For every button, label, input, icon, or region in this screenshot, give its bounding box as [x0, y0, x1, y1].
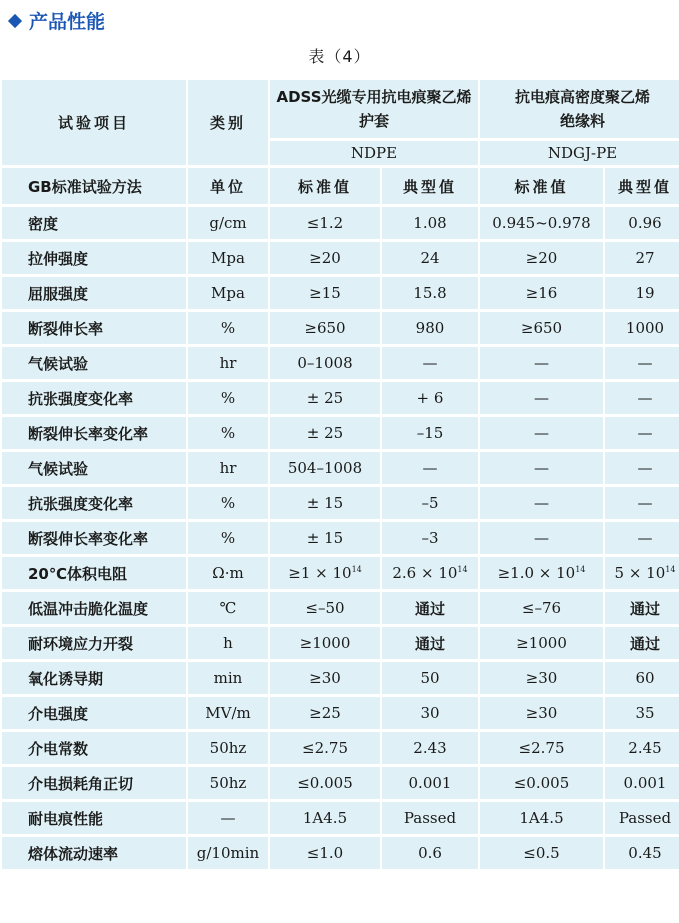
cell-std1: [270, 417, 380, 449]
cell-typ2-text: Passed: [618, 809, 672, 827]
table-row: [2, 382, 679, 414]
cell-std2-text: ≥30: [525, 669, 558, 687]
cell-typ2: [605, 802, 679, 834]
cell-unit: [188, 557, 268, 589]
cell-typ1: [382, 312, 478, 344]
cell-std2: [480, 347, 603, 379]
table-row: [2, 697, 679, 729]
cell-typ1: [382, 662, 478, 694]
cell-item: [2, 767, 186, 799]
cell-std2: [480, 662, 603, 694]
cell-unit-text: g/cm: [209, 214, 247, 232]
cell-std2-text: ≤–76: [521, 599, 562, 617]
cell-item-text: 断裂伸长率变化率: [28, 424, 149, 443]
cell-typ2-text: 27: [635, 249, 655, 267]
cell-typ2: [605, 627, 679, 659]
properties-table-wrapper: [0, 77, 679, 872]
cell-typ2: [605, 312, 679, 344]
cell-unit-text: hr: [219, 354, 237, 372]
cell-std2: [480, 312, 603, 344]
cell-typ2-text: 1000: [625, 319, 665, 337]
cell-item-text: 抗张强度变化率: [28, 389, 134, 408]
cell-std1-text: ± 25: [306, 424, 344, 442]
cell-item-text: 气候试验: [28, 354, 89, 373]
cell-typ2: [605, 382, 679, 414]
cell-item-text: 氧化诱导期: [28, 669, 104, 688]
cell-typ1: [382, 592, 478, 624]
cell-std2: [480, 837, 603, 869]
diamond-icon: [8, 13, 22, 27]
cell-typ1: [382, 557, 478, 589]
cell-item-text: 熔体流动速率: [28, 844, 119, 863]
cell-typ1-text: 0.001: [408, 774, 452, 792]
header-group2-code: NDGJ-PE: [480, 141, 679, 165]
table-row: [2, 207, 679, 239]
header-typ1: 典型值: [382, 168, 478, 204]
cell-std1-text: ≥1000: [299, 634, 351, 652]
table-row: [2, 242, 679, 274]
cell-typ1-text: 24: [420, 249, 440, 267]
cell-unit-text: ℃: [219, 599, 237, 617]
cell-std1: [270, 837, 380, 869]
cell-std2-text: —: [534, 459, 549, 477]
table-row: [2, 627, 679, 659]
cell-typ1: [382, 802, 478, 834]
cell-typ2: [605, 592, 679, 624]
table-row: [2, 522, 679, 554]
cell-unit: [188, 382, 268, 414]
cell-std1-text: ≤0.005: [297, 774, 353, 792]
cell-std1-text: ≤1.0: [306, 844, 344, 862]
cell-std1: [270, 802, 380, 834]
header-method: GB标准试验方法: [2, 168, 186, 204]
cell-typ1-text: 0.6: [418, 844, 442, 862]
cell-typ1-text: 通过: [414, 634, 445, 653]
cell-std1-text: 0–1008: [297, 354, 353, 372]
cell-unit: [188, 242, 268, 274]
table-caption: 表（4）: [308, 47, 371, 66]
section-title: 产品性能: [29, 11, 106, 33]
cell-item: [2, 312, 186, 344]
cell-typ1-text: 30: [420, 704, 440, 722]
cell-typ2-text: 0.45: [628, 844, 662, 862]
cell-item: [2, 347, 186, 379]
cell-unit-text: h: [223, 634, 233, 652]
header-row-3: [2, 168, 679, 204]
cell-unit-text: —: [220, 809, 236, 827]
cell-std1: [270, 557, 380, 589]
cell-std2-text: —: [534, 389, 549, 407]
cell-item-text: 介电常数: [28, 739, 89, 758]
cell-typ1: [382, 207, 478, 239]
cell-typ1-text: 2.43: [413, 739, 447, 757]
cell-std1: [270, 592, 380, 624]
cell-typ1: [382, 382, 478, 414]
cell-typ2: [605, 452, 679, 484]
cell-item-text: 断裂伸长率: [28, 319, 104, 338]
cell-std2-text: ≥1.0 × 10: [497, 564, 576, 582]
table-row: [2, 732, 679, 764]
header-category: 类别: [188, 80, 268, 165]
cell-std2: [480, 697, 603, 729]
cell-std2-exponent: 14: [575, 565, 586, 574]
cell-item: [2, 627, 186, 659]
cell-item: [2, 662, 186, 694]
cell-unit-text: min: [213, 669, 243, 687]
table-row: [2, 767, 679, 799]
cell-typ2: [605, 347, 679, 379]
cell-std1-text: ± 25: [306, 389, 344, 407]
cell-unit: [188, 347, 268, 379]
cell-unit: [188, 417, 268, 449]
cell-item: [2, 697, 186, 729]
cell-unit: [188, 592, 268, 624]
cell-unit-text: Ω·m: [212, 564, 244, 582]
cell-typ2-text: 通过: [630, 599, 661, 618]
cell-std1-text: 504–1008: [287, 459, 363, 477]
cell-typ2-exponent: 14: [665, 565, 676, 574]
cell-std1: [270, 347, 380, 379]
cell-std2: [480, 207, 603, 239]
cell-typ2: [605, 557, 679, 589]
cell-unit-text: hr: [219, 459, 237, 477]
cell-std2-text: —: [534, 354, 549, 372]
cell-typ1-text: 980: [415, 319, 445, 337]
cell-std2: [480, 767, 603, 799]
cell-item: [2, 802, 186, 834]
cell-std2: [480, 557, 603, 589]
cell-unit-text: %: [220, 494, 236, 512]
cell-typ2-text: 通过: [630, 634, 661, 653]
cell-unit: [188, 767, 268, 799]
cell-std2-text: —: [534, 529, 549, 547]
cell-std2: [480, 487, 603, 519]
cell-std1-exponent: 14: [351, 565, 362, 574]
cell-typ2-text: —: [637, 494, 653, 512]
cell-typ1: [382, 627, 478, 659]
cell-typ2-text: —: [637, 424, 653, 442]
cell-unit-text: Mpa: [211, 249, 245, 267]
table-row: [2, 487, 679, 519]
cell-item: [2, 242, 186, 274]
cell-item-text: 拉伸强度: [28, 249, 89, 268]
cell-unit-text: %: [220, 424, 236, 442]
cell-item-text: 密度: [28, 214, 59, 233]
cell-item-text: 屈服强度: [28, 284, 89, 303]
cell-unit: [188, 277, 268, 309]
cell-unit-text: %: [220, 389, 236, 407]
cell-typ1-text: 2.6 × 10: [392, 564, 458, 582]
cell-std2-text: ≤0.5: [523, 844, 560, 862]
cell-std2-text: ≤0.005: [513, 774, 570, 792]
cell-item: [2, 487, 186, 519]
cell-std1: [270, 662, 380, 694]
cell-std1: [270, 382, 380, 414]
cell-item-text: 断裂伸长率变化率: [28, 529, 149, 548]
cell-item: [2, 452, 186, 484]
cell-item: [2, 592, 186, 624]
cell-typ1-exponent: 14: [457, 565, 468, 574]
cell-typ1-text: 15.8: [413, 284, 447, 302]
cell-std1: [270, 767, 380, 799]
cell-unit: [188, 522, 268, 554]
cell-typ2-text: 0.96: [628, 214, 662, 232]
cell-item: [2, 277, 186, 309]
cell-std1: [270, 487, 380, 519]
cell-item-text: 耐电痕性能: [28, 809, 104, 828]
cell-std2: [480, 522, 603, 554]
header-group2-name: 抗电痕高密度聚乙烯绝缘料: [480, 80, 679, 138]
cell-unit: [188, 732, 268, 764]
cell-typ2-text: 19: [635, 284, 655, 302]
cell-typ1: [382, 417, 478, 449]
cell-typ1: [382, 522, 478, 554]
cell-typ1: [382, 487, 478, 519]
header-row-1: [2, 80, 679, 138]
cell-std2: [480, 627, 603, 659]
cell-typ1-text: 1.08: [413, 214, 447, 232]
header-std2: 标准值: [480, 168, 603, 204]
cell-unit-text: %: [220, 319, 236, 337]
cell-item-text: 介电强度: [28, 704, 89, 723]
cell-unit: [188, 697, 268, 729]
table-row: [2, 277, 679, 309]
cell-item-text: 低温冲击脆化温度: [28, 599, 149, 618]
cell-typ2-text: —: [637, 459, 653, 477]
cell-unit-text: 50hz: [209, 774, 247, 792]
cell-item: [2, 522, 186, 554]
cell-std2: [480, 382, 603, 414]
cell-typ1: [382, 452, 478, 484]
cell-unit: [188, 627, 268, 659]
table-row: [2, 417, 679, 449]
header-unit: 单位: [188, 168, 268, 204]
cell-std1: [270, 242, 380, 274]
cell-std2-text: —: [534, 494, 549, 512]
cell-item-text: 介电损耗角正切: [28, 774, 134, 793]
cell-std1: [270, 277, 380, 309]
cell-typ1: [382, 277, 478, 309]
cell-std2: [480, 452, 603, 484]
cell-std1: [270, 452, 380, 484]
cell-typ2-text: 60: [635, 669, 655, 687]
cell-typ2: [605, 662, 679, 694]
cell-std2: [480, 732, 603, 764]
cell-item-text: 20℃体积电阻: [28, 564, 128, 583]
header-group1-name: ADSS光缆专用抗电痕聚乙烯护套: [270, 80, 478, 138]
cell-std2-text: ≥16: [525, 284, 558, 302]
header-typ2: 典型值: [605, 168, 679, 204]
cell-unit-text: %: [220, 529, 236, 547]
cell-unit: [188, 837, 268, 869]
cell-unit: [188, 487, 268, 519]
cell-typ2-text: 2.45: [628, 739, 662, 757]
cell-typ1-text: 通过: [414, 599, 445, 618]
cell-std2: [480, 592, 603, 624]
cell-std2: [480, 417, 603, 449]
cell-typ2-text: 5 × 10: [614, 564, 666, 582]
cell-std2: [480, 802, 603, 834]
cell-std1-text: ≥20: [309, 249, 341, 267]
cell-typ2: [605, 767, 679, 799]
cell-typ2: [605, 732, 679, 764]
cell-std1: [270, 627, 380, 659]
properties-table: [0, 77, 679, 872]
cell-std1-text: ≥30: [309, 669, 341, 687]
cell-std1: [270, 207, 380, 239]
cell-typ2: [605, 277, 679, 309]
cell-typ2-text: —: [637, 389, 653, 407]
cell-std2-text: ≥1000: [516, 634, 567, 652]
cell-std1-text: ≤1.2: [306, 214, 344, 232]
table-row: [2, 452, 679, 484]
cell-std1-text: ≤–50: [305, 599, 345, 617]
cell-std2-text: 1A4.5: [519, 809, 564, 827]
table-row: [2, 802, 679, 834]
cell-std2: [480, 242, 603, 274]
section-header: [6, 7, 105, 34]
cell-item: [2, 837, 186, 869]
cell-item: [2, 382, 186, 414]
cell-std2: [480, 277, 603, 309]
cell-typ2-text: —: [637, 354, 653, 372]
cell-unit-text: MV/m: [205, 704, 251, 722]
cell-typ2: [605, 417, 679, 449]
table-row: [2, 347, 679, 379]
cell-unit: [188, 802, 268, 834]
cell-typ2: [605, 837, 679, 869]
cell-item: [2, 417, 186, 449]
header-group1-code: NDPE: [270, 141, 478, 165]
cell-typ1-text: 50: [420, 669, 440, 687]
cell-std1: [270, 522, 380, 554]
cell-std2-text: —: [534, 424, 549, 442]
cell-typ1-text: –3: [421, 529, 439, 547]
cell-typ1: [382, 837, 478, 869]
cell-typ2-text: 35: [635, 704, 655, 722]
cell-typ1-text: –5: [421, 494, 439, 512]
cell-typ1: [382, 347, 478, 379]
cell-item-text: 耐环境应力开裂: [28, 634, 134, 653]
cell-unit: [188, 312, 268, 344]
cell-std1: [270, 732, 380, 764]
cell-std1-text: ± 15: [306, 529, 344, 547]
table-row: [2, 312, 679, 344]
cell-item-text: 气候试验: [28, 459, 89, 478]
cell-std2-text: ≥30: [525, 704, 558, 722]
cell-item-text: 抗张强度变化率: [28, 494, 134, 513]
cell-std1-text: ≥650: [304, 319, 346, 337]
cell-unit: [188, 207, 268, 239]
cell-unit: [188, 662, 268, 694]
cell-std2-text: 0.945~0.978: [492, 214, 591, 232]
table-row: [2, 662, 679, 694]
cell-typ2: [605, 207, 679, 239]
cell-std1-text: ≥25: [309, 704, 341, 722]
table-row: [2, 592, 679, 624]
cell-typ1-text: —: [422, 459, 438, 477]
cell-item: [2, 557, 186, 589]
header-test-item: 试验项目: [2, 80, 186, 165]
cell-typ2: [605, 242, 679, 274]
header-std1: 标准值: [270, 168, 380, 204]
cell-item: [2, 732, 186, 764]
cell-typ1-text: + 6: [416, 389, 444, 407]
cell-typ1: [382, 697, 478, 729]
cell-typ2: [605, 522, 679, 554]
cell-typ1-text: Passed: [403, 809, 457, 827]
cell-std1-text: ≥15: [309, 284, 341, 302]
cell-typ2: [605, 487, 679, 519]
cell-typ2-text: —: [637, 529, 653, 547]
cell-typ1: [382, 767, 478, 799]
cell-unit-text: g/10min: [196, 844, 260, 862]
cell-typ1: [382, 242, 478, 274]
cell-unit-text: Mpa: [211, 284, 245, 302]
cell-std2-text: ≥20: [525, 249, 558, 267]
table-row: [2, 837, 679, 869]
cell-std2-text: ≤2.75: [518, 739, 565, 757]
cell-std1: [270, 312, 380, 344]
cell-typ1-text: –15: [416, 424, 444, 442]
cell-typ1: [382, 732, 478, 764]
table-row: [2, 557, 679, 589]
cell-typ2-text: 0.001: [623, 774, 667, 792]
cell-item: [2, 207, 186, 239]
cell-std1: [270, 697, 380, 729]
cell-typ2: [605, 697, 679, 729]
cell-std1-text: 1A4.5: [302, 809, 348, 827]
cell-std1-text: ± 15: [306, 494, 344, 512]
cell-std1-text: ≥1 × 10: [288, 564, 352, 582]
cell-std1-text: ≤2.75: [302, 739, 348, 757]
cell-unit-text: 50hz: [209, 739, 247, 757]
cell-typ1-text: —: [422, 354, 438, 372]
cell-std2-text: ≥650: [520, 319, 563, 337]
cell-unit: [188, 452, 268, 484]
